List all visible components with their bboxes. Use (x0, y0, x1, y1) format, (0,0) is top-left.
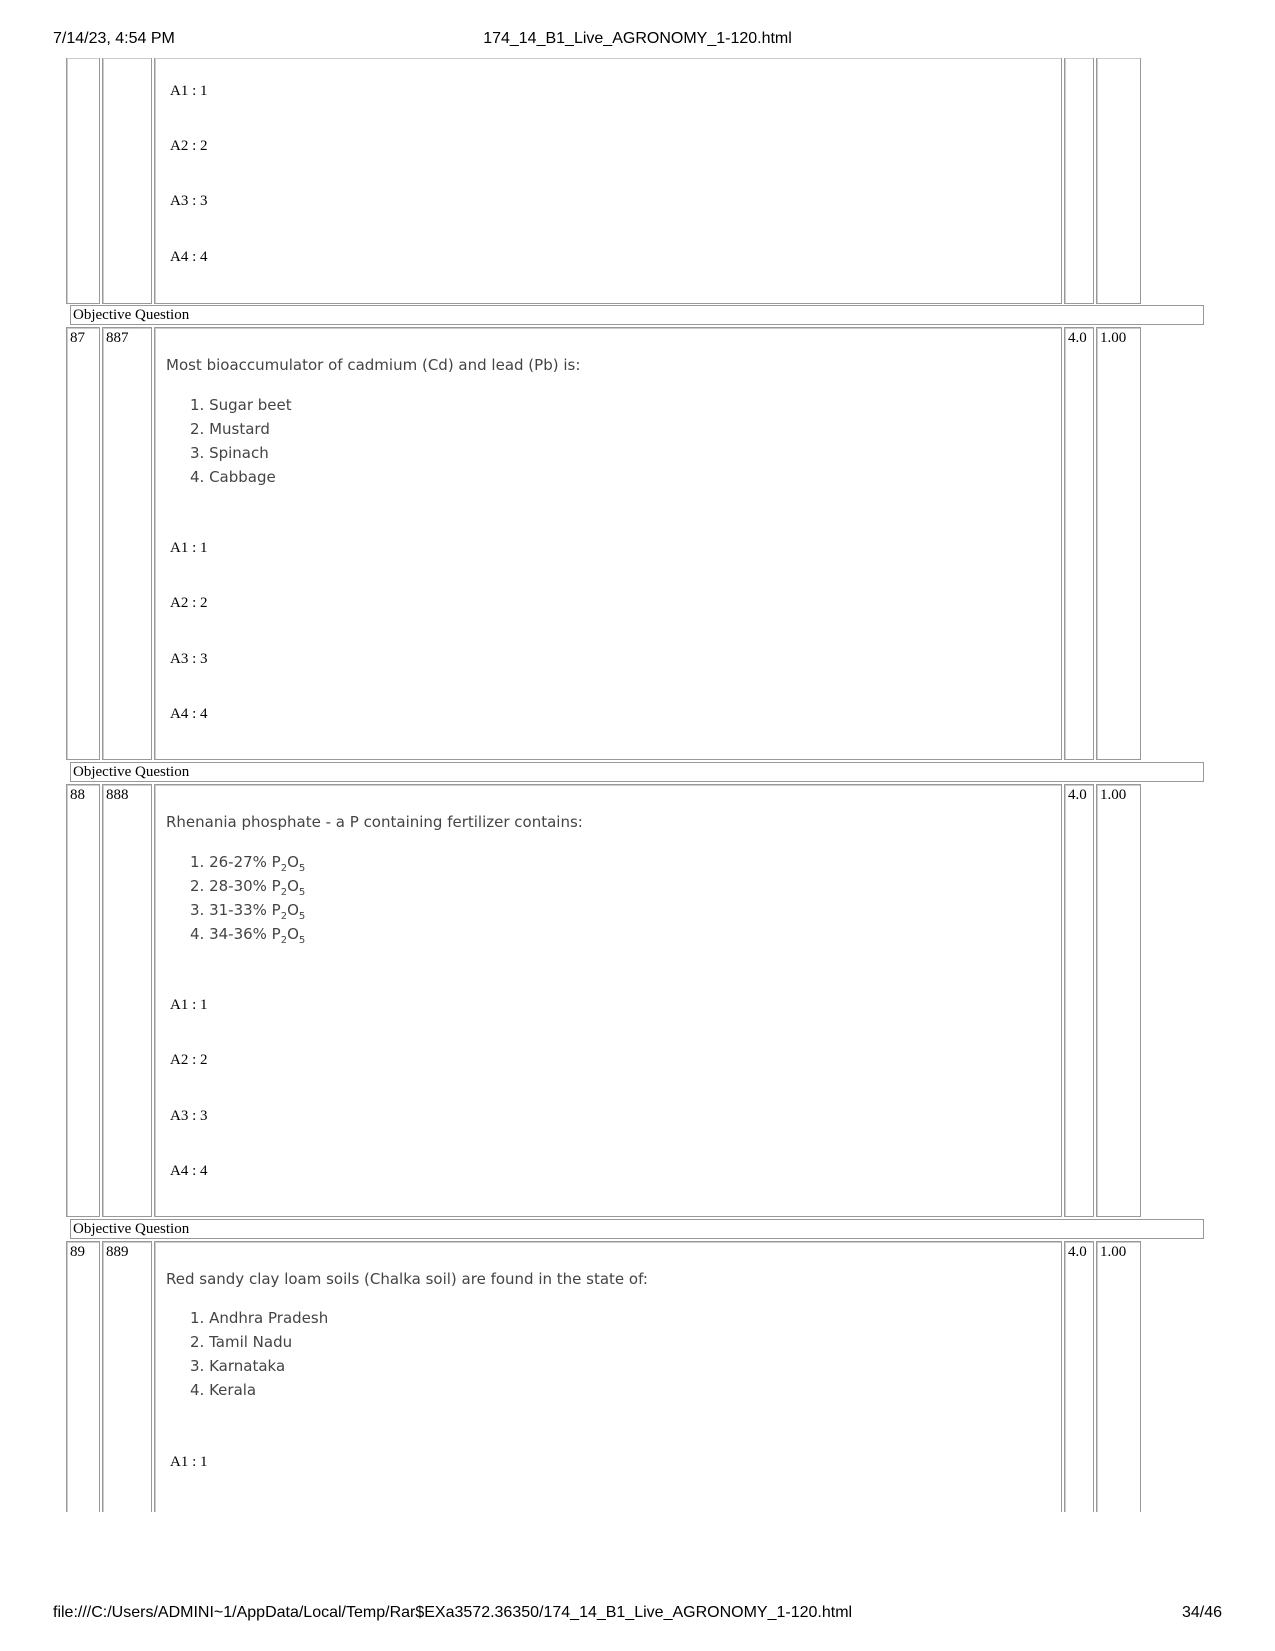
answer-option: A1 : 1 (170, 83, 208, 99)
question-text: Red sandy clay loam soils (Chalka soil) are found in the state of: (166, 1270, 648, 1288)
qid-cell (102, 784, 152, 1217)
question-type-bar (70, 305, 1204, 325)
question-type-label: Objective Question (73, 307, 190, 323)
print-datetime: 7/14/23, 4:54 PM (53, 30, 175, 47)
marks-value: 4.0 (1068, 330, 1087, 346)
file-path: file:///C:/Users/ADMINI~1/AppData/Local/Temp/Rar$EXa3572.36350/174_14_B1_Live_AGRONOMY_1-120.html (53, 1604, 853, 1621)
answer-option: A2 : 2 (170, 138, 208, 154)
question-text: Rhenania phosphate - a P containing fertilizer contains: (166, 813, 583, 831)
marks-cell (1064, 58, 1094, 304)
answer-option: A4 : 4 (170, 1163, 208, 1179)
qid-cell (102, 1241, 152, 1512)
sno-cell (66, 58, 100, 304)
option-item: 3. 31-33% $P_2O_5$ (190, 901, 306, 922)
negative-cell (1096, 1241, 1141, 1512)
serial-number: 89 (70, 1244, 85, 1260)
question-text: Most bioaccumulator of cadmium (Cd) and lead (Pb) is: (166, 356, 581, 374)
marks-cell (1064, 327, 1094, 760)
answer-option: A3 : 3 (170, 1108, 208, 1124)
option-item: 4. Kerala (190, 1381, 257, 1399)
serial-number: 88 (70, 787, 85, 803)
option-item: 2. 28-30% $P_2O_5$ (190, 877, 306, 898)
answer-option: A1 : 1 (170, 540, 208, 556)
marks-value: 4.0 (1068, 1244, 1087, 1260)
sno-cell (66, 327, 100, 760)
option-item: 2. Mustard (190, 420, 270, 438)
qid-cell (102, 58, 152, 304)
answer-option: A2 : 2 (170, 1052, 208, 1068)
marks-cell (1064, 784, 1094, 1217)
serial-number: 87 (70, 330, 85, 346)
question-cell (154, 327, 1062, 760)
question-type-bar (70, 1219, 1204, 1239)
option-item: 1. Andhra Pradesh (190, 1309, 329, 1327)
option-item: 1. 26-27% $P_2O_5$ (190, 853, 306, 874)
negative-cell (1096, 58, 1141, 304)
answer-option: A3 : 3 (170, 651, 208, 667)
marks-value: 4.0 (1068, 787, 1087, 803)
answer-option: A2 : 2 (170, 595, 208, 611)
negative-cell (1096, 327, 1141, 760)
option-item: 4. 34-36% $P_2O_5$ (190, 925, 306, 946)
question-id: 887 (106, 330, 129, 346)
answer-option: A4 : 4 (170, 249, 208, 265)
option-item: 3. Spinach (190, 444, 269, 462)
negative-marks-value: 1.00 (1100, 787, 1127, 803)
question-type-label: Objective Question (73, 1221, 190, 1237)
qid-cell (102, 327, 152, 760)
question-cell (154, 58, 1062, 304)
negative-cell (1096, 784, 1141, 1217)
answer-option: A1 : 1 (170, 1454, 208, 1470)
document-title: 174_14_B1_Live_AGRONOMY_1-120.html (483, 30, 792, 47)
marks-cell (1064, 1241, 1094, 1512)
question-type-label: Objective Question (73, 764, 190, 780)
sno-cell (66, 1241, 100, 1512)
negative-marks-value: 1.00 (1100, 1244, 1127, 1260)
negative-marks-value: 1.00 (1100, 330, 1127, 346)
answer-option: A4 : 4 (170, 706, 208, 722)
question-type-bar (70, 762, 1204, 782)
option-item: 4. Cabbage (190, 468, 276, 486)
question-id: 888 (106, 787, 129, 803)
question-id: 889 (106, 1244, 129, 1260)
sno-cell (66, 784, 100, 1217)
answer-option: A1 : 1 (170, 997, 208, 1013)
answer-option: A3 : 3 (170, 193, 208, 209)
option-item: 2. Tamil Nadu (190, 1333, 293, 1351)
page-number: 34/46 (1181, 1604, 1222, 1621)
option-item: 1. Sugar beet (190, 396, 292, 414)
question-cell (154, 784, 1062, 1217)
option-item: 3. Karnataka (190, 1357, 286, 1375)
